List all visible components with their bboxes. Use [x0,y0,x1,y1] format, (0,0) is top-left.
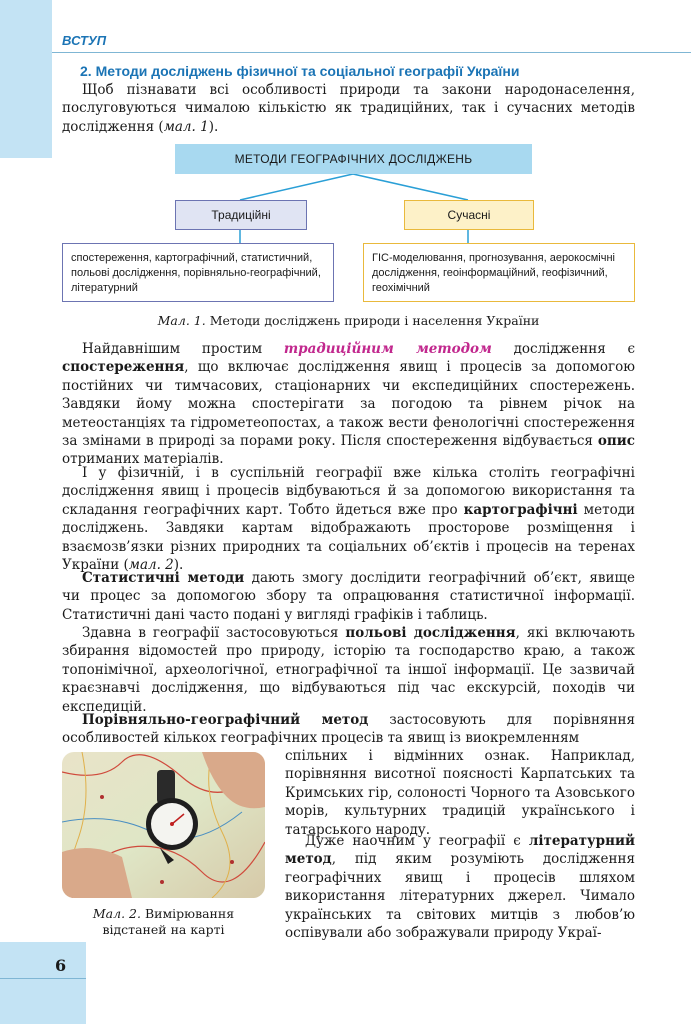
traditional-methods-box: Традиційні [175,200,307,230]
connector-traditional [240,174,353,200]
diagram-title: МЕТОДИ ГЕОГРАФІЧНИХ ДОСЛІДЖЕНЬ [175,144,532,174]
page-number: 6 [55,956,67,975]
literary-paragraph: Дуже наочним у географії є літературний метод, під яким розуміють дослідження географічних явищ і процесів шляхом використання літературних джерел. Чимало українських та світових митців з любов’ю оспівували або зображували природу Украї- [285,833,635,942]
statistical-paragraph: Статистичні методи дають змогу дослідити географічний об’єкт, явище чи процес за допомогою збору та опрацювання статистичної інформації. Статистичні дані часто подані у вигляді графіків і таблиць. [62,570,635,623]
figure-1-caption: Мал. 1. Методи досліджень природи і населення України [157,313,540,328]
figure-2-caption: Мал. 2. Вимірювання відстаней на карті [92,906,235,937]
modern-methods-list: ГІС-моделювання, прогнозування, аерокосмічні дослідження, геоінформаційний, геофізичний, геохімічний [363,243,635,302]
connector-modern [353,174,468,200]
map-measuring-photo [62,752,265,898]
sidebar-decoration-bottom [0,942,86,1024]
intro-paragraph: Щоб пізнавати всі особливості природи та закони народонаселення, послуговуються чималою кількістю як традиційних, так і сучасних методів дослідження (мал. 1). [62,82,635,135]
section-label: ВСТУП [62,33,107,48]
traditional-methods-list: спостереження, картографічний, статистичний, польові дослідження, порівняльно-географічний, літературний [62,243,334,302]
footer-rule [0,978,86,979]
cartographic-paragraph: І у фізичній, і в суспільній географії вже кілька століть географічні дослідження явищ і процесів відбуваються й за допомогою використання та складання географічних карт. Тобто йдеться вже про картографічні методи досліджень. Завдяки картам відображають просторове розміщення і взаємозв’язки різних природних та соціальних об’єктів і процесів на теренах України (мал. 2). [62,465,636,574]
comparative-paragraph-continued: спільних і відмінних ознак. Наприклад, порівняння висотної поясності Карпатських та Кримських гір, солоності Чорного та Азовського морів, культурних традицій українського і татарського народу. [285,748,635,838]
observation-paragraph: Найдавнішим простим традиційним методом дослідження є спостереження, що включає дослідження явищ і процесів за допомогою постійних чи тимчасових, стаціонарних чи експедиційних спостережень. Завдяки йому можна спостерігати за погодою та рівнем річок на метеостанціях та гідрометеопостах, а також вести фенологічні спостереження за змінами в природі за порами року. Після спостереження відбувається опис отриманих матеріалів. [62,341,635,468]
section-heading: 2. Методи досліджень фізичної та соціальної географії України [80,63,520,79]
comparative-paragraph-top: Порівняльно-географічний метод застосовують для порівняння особливостей кількох географічних процесів та явищ із виокремленням [62,712,635,747]
field-research-paragraph: Здавна в географії застосовуються польові дослідження, які включають збирання відомостей про природу, історію та господарство краю, а також топонімічної, археологічної, етнографічної та іншої інформації. Це зазвичай краєзнавчі дослідження, що відбуваються під час екскурсій, походів чи експедицій. [62,625,636,715]
modern-methods-box: Сучасні [404,200,534,230]
